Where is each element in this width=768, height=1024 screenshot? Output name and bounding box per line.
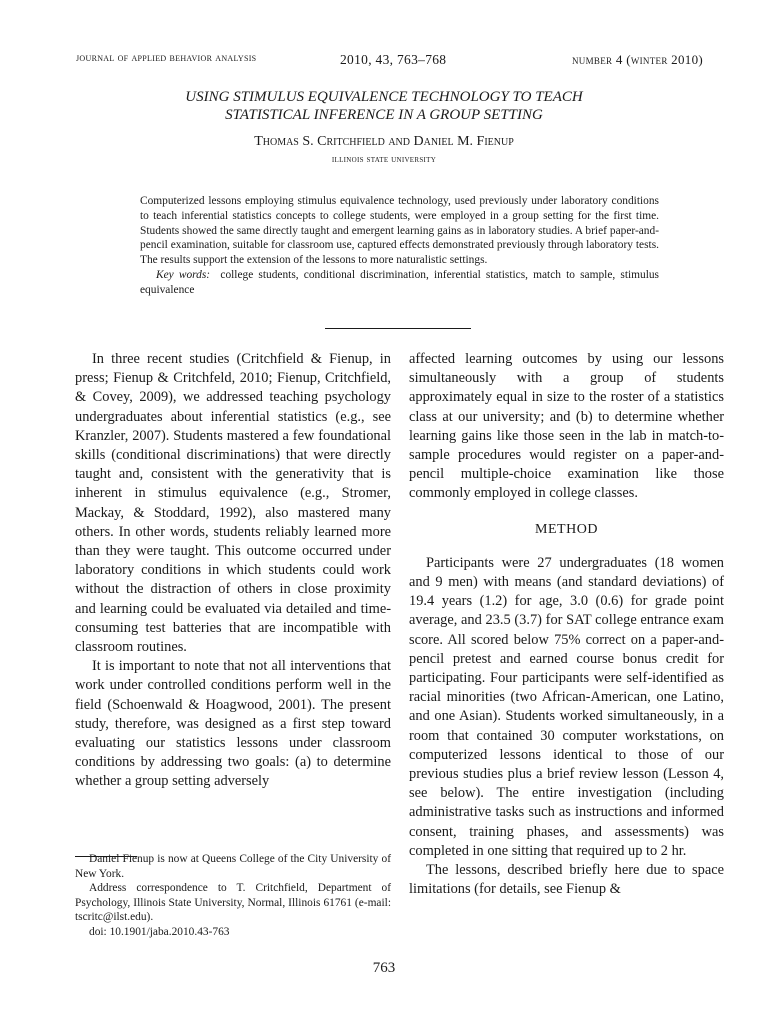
- running-head-issue: number 4 (winter 2010): [572, 52, 704, 67]
- right-column: [409, 350, 724, 899]
- body-paragraph: In three recent studies (Critchfield & Fienup, in press; Fienup & Critchfeld, 2010; Fienup, Critchfield, & Covey, 2009), we addressed teaching psychology undergraduates about inferential statistics (e.g., see Kranzler, 2007). Students mastered a few foundational skills (conditional discriminations) that were directly taught and, consistent with the generativity that is inherent in stimulus equivalence (e.g., Stromer, Mackay, & Stoddard, 1992), also mastered many others. In other words, students reliably learned more than they were taught. This outcome occurred under laboratory conditions in which students could work without the distraction of others in close proximity and learning could be evaluated via detailed and time-consuming test batteries that are incompatible with classroom routines.: [75, 351, 391, 656]
- affiliation: illinois state university: [331, 155, 437, 165]
- abstract-text: Computerized lessons employing stimulus equivalence technology, used previously under laboratory conditions to teach inferential statistics concepts to college students, were employed in a group setting for the first time. Students showed the same directly taught and emergent learning gains as in laboratory studies. A brief paper-and-pencil examination, suitable for classroom use, captured effects demonstrated previously through laboratory tests. The results support the extension of the lessons to more naturalistic settings.: [140, 195, 659, 267]
- body-paragraph: The lessons, described briefly here due to space limitations (for details, see Fienup &: [409, 862, 724, 898]
- abstract: [140, 194, 659, 298]
- title-line-2: STATISTICAL INFERENCE IN A GROUP SETTING: [225, 107, 543, 123]
- page-number: 763: [372, 960, 396, 976]
- footnote: Daniel Fienup is now at Queens College of the City University of New York.: [75, 853, 391, 880]
- body-paragraph: affected learning outcomes by using our lessons simultaneously with a group of students approximately equal in size to the roster of a statistics class at our university; and (b) to determine whether learning gains like those seen in the lab in match-to-sample procedures would register on a paper-and-pencil multiple-choice examination like those commonly employed in college classes.: [409, 351, 724, 502]
- keywords: [140, 268, 659, 298]
- body-paragraph: It is important to note that not all interventions that work under controlled conditions perform well in the field (Schoenwald & Hoagwood, 2001). The present study, therefore, was designed as a first step toward evaluating our statistics lessons under classroom conditions by addressing two goals: (a) to determine whether a group setting adversely: [75, 658, 391, 790]
- body-paragraph: Participants were 27 undergraduates (18 women and 9 men) with means (and standard deviations) of 19.4 years (1.2) for age, 3.0 (0.6) for grade point average, and 23.5 (3.7) for SAT college entrance exam score. All scored below 75% correct on a paper-and-pencil pretest and earned course bonus credit for participating. Four participants were self-identified as racial minorities (two African-American, one Latino, and one Asian). Students worked simultaneously, in a room that contained 30 computer workstations, on computerized lessons identical to those of our previous studies plus a brief review lesson (Lesson 4, see below). The entire investigation (including administrative tasks such as instructions and informed consent, training phases, and assessments) was completed in one sitting that required up to 2 hr.: [409, 554, 724, 859]
- section-heading-method: METHOD: [535, 521, 598, 537]
- article-title: [110, 88, 658, 124]
- title-line-1: USING STIMULUS EQUIVALENCE TECHNOLOGY TO TEACH: [185, 89, 583, 105]
- section-divider: [325, 328, 471, 329]
- footnote: Address correspondence to T. Critchfield, Department of Psychology, Illinois State University, Normal, Illinois 61761 (e-mail: tscritc@ilst.edu).: [75, 882, 391, 923]
- keywords-label: Key words:: [156, 268, 211, 281]
- keywords-text: college students, conditional discrimination, inferential statistics, match to sample, stimulus equivalence: [140, 268, 659, 296]
- footnotes: [75, 852, 391, 939]
- left-column: [75, 350, 391, 792]
- running-head-citation: 2010, 43, 763–768: [340, 52, 447, 67]
- authors: Thomas S. Critchfield and Daniel M. Fienup: [254, 134, 514, 149]
- footnote-doi: doi: 10.1901/jaba.2010.43-763: [89, 925, 230, 938]
- running-head-journal: journal of applied behavior analysis: [76, 52, 257, 64]
